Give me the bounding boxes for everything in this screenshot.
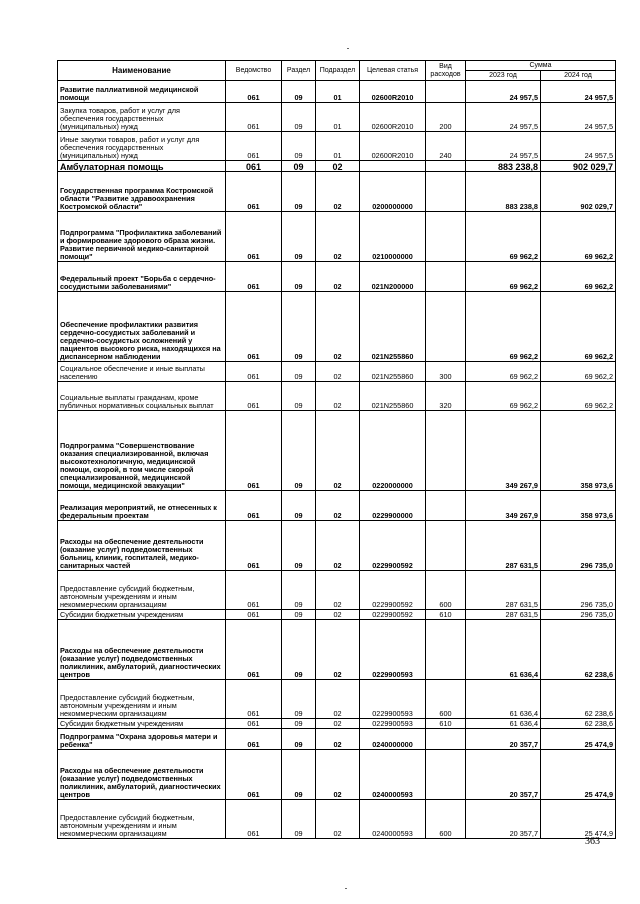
cell-dept: 061: [226, 212, 282, 262]
cell-sum-2024: 24 957,5: [541, 81, 616, 103]
header-2024: 2024 год: [541, 71, 616, 81]
cell-name: Подпрограмма "Совершенствование оказания специализированной, включая высокотехнологичную, медицинской помощи, скорой, в том числе скорой специализированной, медицинской помощи, медицинской эвакуации": [58, 411, 226, 491]
cell-section: 09: [282, 571, 316, 610]
cell-target: 0240000593: [360, 750, 426, 800]
cell-target: 021N255860: [360, 382, 426, 411]
cell-sum-2023: 69 962,2: [466, 362, 541, 382]
cell-section: 09: [282, 610, 316, 620]
cell-subsection: 02: [316, 521, 360, 571]
cell-section: 09: [282, 491, 316, 521]
cell-subsection: 02: [316, 571, 360, 610]
cell-kind: [426, 161, 466, 172]
cell-kind: 600: [426, 571, 466, 610]
cell-target: 0229900593: [360, 620, 426, 680]
cell-sum-2023: 69 962,2: [466, 292, 541, 362]
cell-section: 09: [282, 362, 316, 382]
cell-sum-2023: 349 267,9: [466, 491, 541, 521]
cell-sum-2024: 69 962,2: [541, 292, 616, 362]
cell-dept: 061: [226, 262, 282, 292]
cell-subsection: 02: [316, 610, 360, 620]
cell-section: 09: [282, 680, 316, 719]
cell-name: Предоставление субсидий бюджетным, автономным учреждениям и иным некоммерческим организациям: [58, 680, 226, 719]
table-row: [58, 132, 616, 161]
table-row: [58, 521, 616, 571]
cell-name: Субсидии бюджетным учреждениям: [58, 610, 226, 620]
cell-dept: 061: [226, 800, 282, 839]
cell-kind: [426, 411, 466, 491]
cell-subsection: 02: [316, 719, 360, 729]
cell-subsection: 01: [316, 103, 360, 132]
cell-kind: 240: [426, 132, 466, 161]
cell-section: 09: [282, 719, 316, 729]
header-section: Раздел: [282, 61, 316, 81]
cell-subsection: 02: [316, 729, 360, 750]
cell-section: 09: [282, 292, 316, 362]
header-sum: Сумма: [466, 61, 616, 71]
cell-target: 0210000000: [360, 212, 426, 262]
cell-sum-2023: 61 636,4: [466, 719, 541, 729]
cell-target: 0229900593: [360, 680, 426, 719]
cell-target: [360, 161, 426, 172]
cell-name: Расходы на обеспечение деятельности (оказание услуг) подведомственных поликлиник, амбулаторий, диагностических центров: [58, 620, 226, 680]
cell-sum-2023: 20 357,7: [466, 729, 541, 750]
cell-sum-2023: 69 962,2: [466, 262, 541, 292]
table-row: [58, 610, 616, 620]
cell-kind: 600: [426, 800, 466, 839]
table-row: [58, 719, 616, 729]
cell-target: 0200000000: [360, 172, 426, 212]
cell-subsection: 02: [316, 411, 360, 491]
header-target: Целевая статья: [360, 61, 426, 81]
cell-sum-2024: 69 962,2: [541, 382, 616, 411]
cell-target: 0240000593: [360, 800, 426, 839]
cell-section: 09: [282, 262, 316, 292]
cell-dept: 061: [226, 103, 282, 132]
cell-subsection: 02: [316, 382, 360, 411]
cell-kind: 320: [426, 382, 466, 411]
table-row: [58, 571, 616, 610]
cell-kind: 600: [426, 680, 466, 719]
cell-section: 09: [282, 729, 316, 750]
header-2023: 2023 год: [466, 71, 541, 81]
cell-sum-2024: 69 962,2: [541, 262, 616, 292]
cell-subsection: 01: [316, 132, 360, 161]
cell-kind: 300: [426, 362, 466, 382]
cell-kind: [426, 491, 466, 521]
cell-dept: 061: [226, 521, 282, 571]
cell-dept: 061: [226, 292, 282, 362]
cell-section: 09: [282, 212, 316, 262]
cell-dept: 061: [226, 750, 282, 800]
cell-dept: 061: [226, 719, 282, 729]
table-row: [58, 262, 616, 292]
cell-sum-2023: 349 267,9: [466, 411, 541, 491]
cell-section: 09: [282, 521, 316, 571]
cell-dept: 061: [226, 382, 282, 411]
cell-kind: 200: [426, 103, 466, 132]
cell-sum-2023: 883 238,8: [466, 172, 541, 212]
cell-sum-2024: 902 029,7: [541, 172, 616, 212]
table-row: [58, 382, 616, 411]
cell-dept: 061: [226, 491, 282, 521]
cell-kind: [426, 750, 466, 800]
cell-name: Реализация мероприятий, не отнесенных к федеральным проектам: [58, 491, 226, 521]
cell-target: 0229900592: [360, 610, 426, 620]
cell-sum-2024: 25 474,9: [541, 750, 616, 800]
cell-sum-2024: 62 238,6: [541, 680, 616, 719]
table-header: [58, 61, 616, 81]
cell-sum-2023: 69 962,2: [466, 382, 541, 411]
cell-sum-2024: 296 735,0: [541, 571, 616, 610]
cell-sum-2023: 287 631,5: [466, 521, 541, 571]
cell-target: 0229900000: [360, 491, 426, 521]
cell-subsection: 02: [316, 172, 360, 212]
cell-target: 0220000000: [360, 411, 426, 491]
cell-sum-2023: 24 957,5: [466, 132, 541, 161]
cell-sum-2023: 287 631,5: [466, 571, 541, 610]
cell-section: 09: [282, 161, 316, 172]
cell-kind: [426, 620, 466, 680]
cell-section: 09: [282, 620, 316, 680]
cell-kind: 610: [426, 610, 466, 620]
cell-section: 09: [282, 132, 316, 161]
cell-name: Подпрограмма "Профилактика заболеваний и формирование здорового образа жизни. Развитие первичной медико-санитарной помощи": [58, 212, 226, 262]
cell-sum-2024: 62 238,6: [541, 719, 616, 729]
cell-section: 09: [282, 103, 316, 132]
cell-target: 0229900592: [360, 571, 426, 610]
table-body: [58, 81, 616, 839]
cell-kind: [426, 81, 466, 103]
cell-sum-2024: 296 735,0: [541, 610, 616, 620]
cell-kind: 610: [426, 719, 466, 729]
cell-sum-2024: 358 973,6: [541, 491, 616, 521]
cell-subsection: 02: [316, 262, 360, 292]
cell-dept: 061: [226, 610, 282, 620]
cell-dept: 061: [226, 411, 282, 491]
cell-sum-2024: 902 029,7: [541, 161, 616, 172]
cell-sum-2023: 883 238,8: [466, 161, 541, 172]
cell-subsection: 02: [316, 491, 360, 521]
table-row: [58, 172, 616, 212]
cell-sum-2023: 24 957,5: [466, 103, 541, 132]
table-row: [58, 411, 616, 491]
cell-kind: [426, 292, 466, 362]
cell-sum-2023: 69 962,2: [466, 212, 541, 262]
cell-target: 02600R2010: [360, 103, 426, 132]
table-row: [58, 292, 616, 362]
table-row: [58, 81, 616, 103]
header-name: Наименование: [58, 61, 226, 81]
table-row: [58, 750, 616, 800]
cell-subsection: 02: [316, 362, 360, 382]
table-row: [58, 620, 616, 680]
table-row: [58, 680, 616, 719]
cell-section: 09: [282, 172, 316, 212]
table-row: [58, 362, 616, 382]
cell-name: Расходы на обеспечение деятельности (оказание услуг) подведомственных поликлиник, амбулаторий, диагностических центров: [58, 750, 226, 800]
cell-name: Субсидии бюджетным учреждениям: [58, 719, 226, 729]
cell-name: Предоставление субсидий бюджетным, автономным учреждениям и иным некоммерческим организациям: [58, 800, 226, 839]
table-row: [58, 212, 616, 262]
cell-sum-2024: 25 474,9: [541, 729, 616, 750]
cell-subsection: 02: [316, 620, 360, 680]
budget-table: [57, 60, 616, 839]
cell-subsection: 02: [316, 750, 360, 800]
cell-target: 021N255860: [360, 362, 426, 382]
cell-dept: 061: [226, 620, 282, 680]
cell-sum-2024: 358 973,6: [541, 411, 616, 491]
cell-name: Государственная программа Костромской области "Развитие здравоохранения Костромской области": [58, 172, 226, 212]
cell-name: Амбулаторная помощь: [58, 161, 226, 172]
table-row: [58, 103, 616, 132]
cell-target: 0229900593: [360, 719, 426, 729]
cell-target: 0229900592: [360, 521, 426, 571]
cell-sum-2024: 296 735,0: [541, 521, 616, 571]
cell-target: 02600R2010: [360, 132, 426, 161]
cell-sum-2023: 287 631,5: [466, 610, 541, 620]
cell-sum-2024: 24 957,5: [541, 132, 616, 161]
cell-subsection: 02: [316, 800, 360, 839]
cell-dept: 061: [226, 81, 282, 103]
cell-sum-2024: 69 962,2: [541, 212, 616, 262]
cell-dept: 061: [226, 362, 282, 382]
header-subsection: Подраздел: [316, 61, 360, 81]
cell-dept: 061: [226, 161, 282, 172]
cell-kind: [426, 172, 466, 212]
cell-name: Социальные выплаты гражданам, кроме публичных нормативных социальных выплат: [58, 382, 226, 411]
cell-section: 09: [282, 81, 316, 103]
cell-dept: 061: [226, 571, 282, 610]
cell-name: Социальное обеспечение и иные выплаты населению: [58, 362, 226, 382]
cell-section: 09: [282, 411, 316, 491]
table-row: [58, 729, 616, 750]
header-dept: Ведомство: [226, 61, 282, 81]
cell-target: 021N200000: [360, 262, 426, 292]
cell-dept: 061: [226, 680, 282, 719]
cell-subsection: 02: [316, 212, 360, 262]
cell-section: 09: [282, 750, 316, 800]
cell-name: Развитие паллиативной медицинской помощи: [58, 81, 226, 103]
cell-sum-2024: 62 238,6: [541, 620, 616, 680]
cell-name: Подпрограмма "Охрана здоровья матери и ребенка": [58, 729, 226, 750]
cell-kind: [426, 521, 466, 571]
cell-sum-2024: 25 474,9: [541, 800, 616, 839]
cell-subsection: 02: [316, 161, 360, 172]
cell-target: 0240000000: [360, 729, 426, 750]
cell-section: 09: [282, 800, 316, 839]
cell-name: Расходы на обеспечение деятельности (оказание услуг) подведомственных больниц, клиник, госпиталей, медико-санитарных частей: [58, 521, 226, 571]
cell-sum-2024: 69 962,2: [541, 362, 616, 382]
table-row: [58, 161, 616, 172]
cell-sum-2024: 24 957,5: [541, 103, 616, 132]
cell-name: Федеральный проект "Борьба с сердечно-сосудистыми заболеваниями": [58, 262, 226, 292]
cell-sum-2023: 61 636,4: [466, 680, 541, 719]
table-row: [58, 800, 616, 839]
cell-dept: 061: [226, 132, 282, 161]
cell-section: 09: [282, 382, 316, 411]
header-kind: Вид расходов: [426, 61, 466, 81]
page-number: 363: [585, 836, 600, 847]
cell-name: Закупка товаров, работ и услуг для обеспечения государственных (муниципальных) нужд: [58, 103, 226, 132]
cell-subsection: 02: [316, 680, 360, 719]
cell-kind: [426, 729, 466, 750]
cell-target: 021N255860: [360, 292, 426, 362]
cell-target: 02600R2010: [360, 81, 426, 103]
cell-sum-2023: 20 357,7: [466, 800, 541, 839]
cell-dept: 061: [226, 172, 282, 212]
cell-sum-2023: 61 636,4: [466, 620, 541, 680]
cell-sum-2023: 20 357,7: [466, 750, 541, 800]
cell-sum-2023: 24 957,5: [466, 81, 541, 103]
table-row: [58, 491, 616, 521]
cell-name: Иные закупки товаров, работ и услуг для обеспечения государственных (муниципальных) нужд: [58, 132, 226, 161]
cell-kind: [426, 212, 466, 262]
cell-name: Предоставление субсидий бюджетным, автономным учреждениям и иным некоммерческим организациям: [58, 571, 226, 610]
cell-name: Обеспечение профилактики развития сердечно-сосудистых заболеваний и сердечно-сосудистых осложнений у пациентов высокого риска, находящихся на диспансерном наблюдении: [58, 292, 226, 362]
cell-subsection: 02: [316, 292, 360, 362]
cell-dept: 061: [226, 729, 282, 750]
cell-kind: [426, 262, 466, 292]
cell-subsection: 01: [316, 81, 360, 103]
